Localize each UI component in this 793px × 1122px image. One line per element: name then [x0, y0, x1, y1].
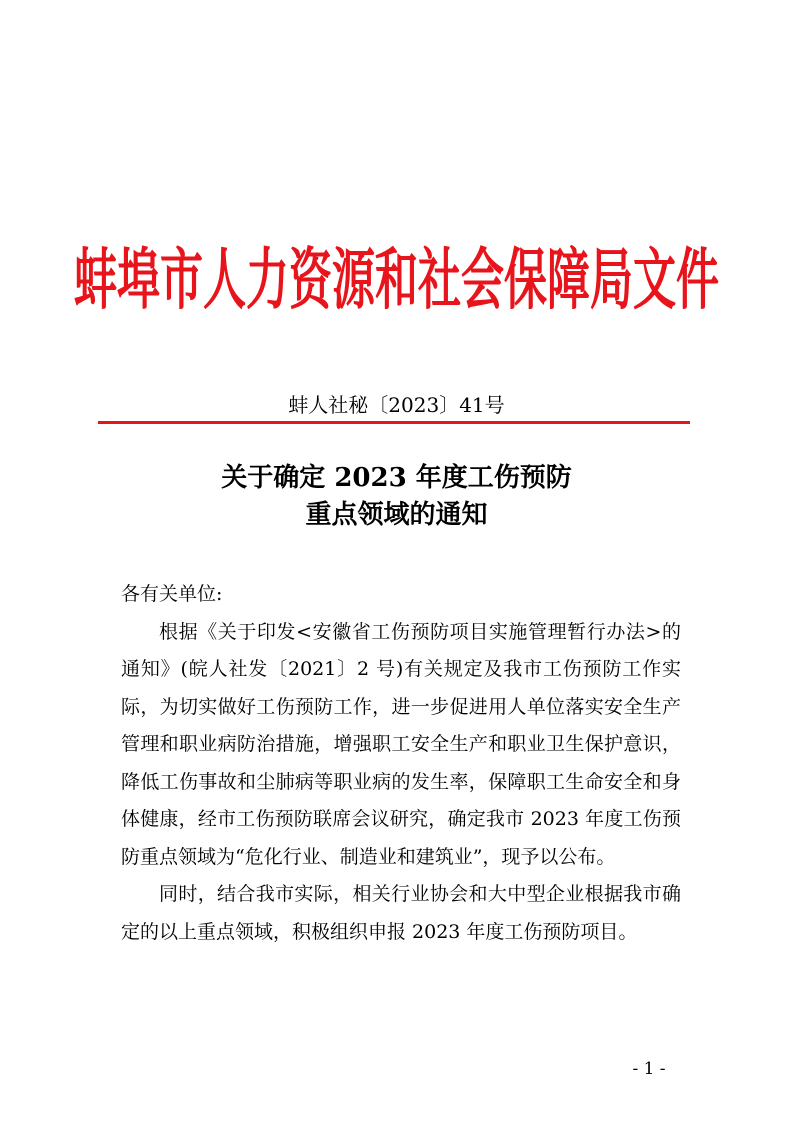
body-paragraph-1: 根据《关于印发<安徽省工伤预防项目实施管理暂行办法>的通知》(皖人社发〔2021〕2 号)有关规定及我市工伤预防工作实际，为切实做好工伤预防工作，进一步促进用人单位落实安全生产管理和职业病防治措施，增强职工安全生产和职业卫生保护意识，降低工伤事故和尘肺病等职业病的发生率，保障职工生命安全和身体健康，经市工伤预防联席会议研究，确定我市 2023 年度工伤预防重点领域为“危化行业、制造业和建筑业”，现予以公布。: [121, 620, 681, 868]
notice-title-line-1: 关于确定 2023 年度工伤预防: [221, 463, 572, 493]
notice-title-line-2: 重点领域的通知: [305, 500, 488, 530]
issuer-title: 蚌埠市人力资源和社会保障局文件: [74, 242, 719, 320]
page-number: - 1 -: [632, 1059, 666, 1079]
red-divider-line: [98, 421, 690, 424]
salutation: 各有关单位:: [121, 583, 223, 605]
notice-title: [0, 460, 793, 534]
document-number: 蚌人社秘〔2023〕41号: [288, 393, 505, 417]
notice-body: [121, 576, 681, 951]
body-paragraph-2: 同时，结合我市实际，相关行业协会和大中型企业根据我市确定的以上重点领域，积极组织申报 2023 年度工伤预防项目。: [121, 883, 681, 943]
